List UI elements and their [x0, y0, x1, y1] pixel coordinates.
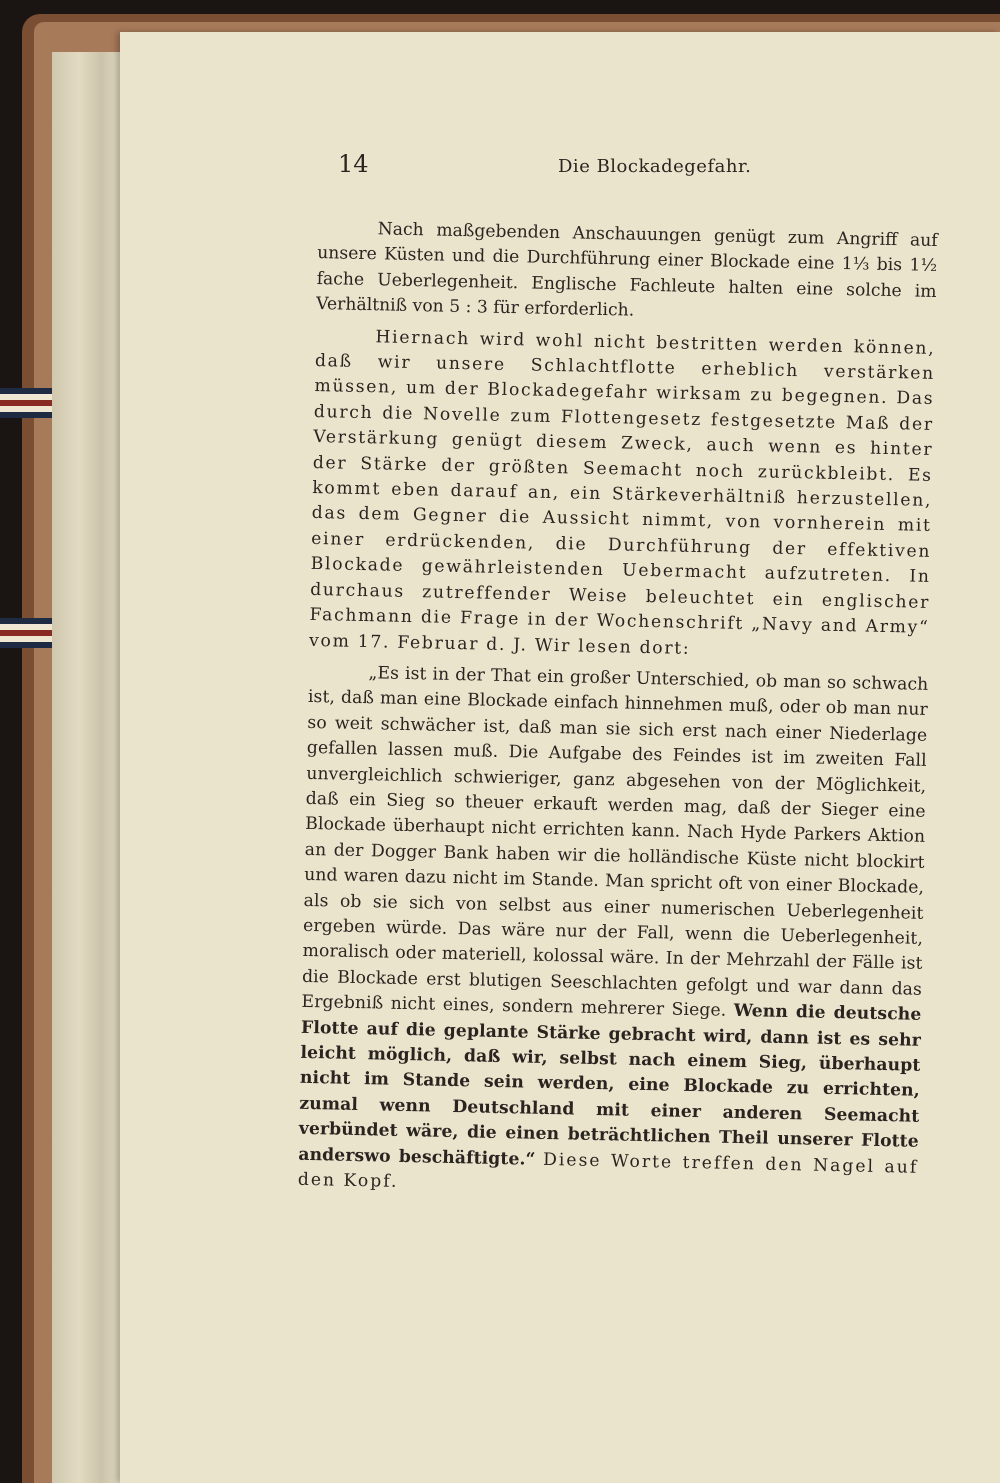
paragraph: Hiernach wird wohl nicht bestritten werden können, daß wir unsere Schlachtflotte erheblich verstärken müssen, um der Blockadegefahr wirksam zu begegnen. Das durch die Novelle zum Flottengesetz festgesetzte Maß der Verstärkung genügt diesem Zweck, auch wenn es hinter der Stärke der größten Seemacht noch zurückbleibt. Es kommt eben darauf an, ein Stärkeverhältniß herzustellen, das dem Gegner die Aussicht nimmt, von vornherein mit einer erdrückenden, die Durchführung der effektiven Blockade gewährleistenden Uebermacht aufzutreten. In durchaus zutreffender Weise beleuchtet ein englischer Fachmann die Frage in der Wochenschrift „Navy and Army“ vom 17. Februar d. J. Wir lesen dort:: [308, 326, 936, 659]
quotation-paragraph: [298, 660, 929, 1206]
quotation-text: „Es ist in der That ein großer Unterschied, ob man so schwach ist, daß man eine Blockade einfach hinnehmen muß, oder ob man nur so weit schwächer ist, daß man sie sich erst nach einer Niederlage gefallen lassen muß. Die Aufgabe des Feindes ist im zweiten Fall unvergleichlich schwieriger, ganz abgesehen von der Möglichkeit, daß ein Sieg so theuer erkauft werden mag, daß der Sieger eine Blockade überhaupt nicht errichten kann. Nach Hyde Parkers Aktion an der Dogger Bank haben wir die holländische Küste nicht blockirt und waren dazu nicht im Stande. Man spricht oft von einer Blockade, als ob sie sich von selbst aus einer numerischen Ueberlegenheit ergeben würde. Das wäre nur der Fall, wenn die Ueberlegenheit, moralisch oder materiell, kolossal wäre. In der Mehrzahl der Fälle ist die Blockade erst blutigen Seeschlachten gefolgt und war dann das Ergebniß nicht eines, sondern mehrerer Siege.: [301, 663, 929, 1021]
page-number: 14: [338, 150, 369, 178]
page-tab-marker: [0, 388, 52, 416]
closing-remark: Diese Worte treffen den Nagel auf den Kopf.: [297, 1149, 919, 1192]
running-title: Die Blockadegefahr.: [558, 156, 752, 177]
paragraph: Nach maßgebenden Anschauungen genügt zum Angriff auf unsere Küsten und die Durchführung einer Blockade eine 1⅓ bis 1½ fache Ueberlegenheit. Englische Fachleute halten eine solche im Verhältniß von 5 : 3 für erforderlich.: [315, 219, 938, 321]
body-text: [298, 216, 938, 1206]
page-header: [338, 150, 758, 190]
quotation-emphasis: Wenn die deutsche Flotte auf die geplante Stärke gebracht wird, dann ist es sehr leicht möglich, daß wir, selbst nach einem Sieg, überhaupt nicht im Stande sein werden, eine Blockade zu errichten, zumal wenn Deutschland mit einer anderen Seemacht verbündet wäre, die einen beträchtlichen Theil unserer Flotte anderswo beschäftigte.“: [298, 1001, 922, 1170]
page-tab-marker: [0, 618, 52, 646]
